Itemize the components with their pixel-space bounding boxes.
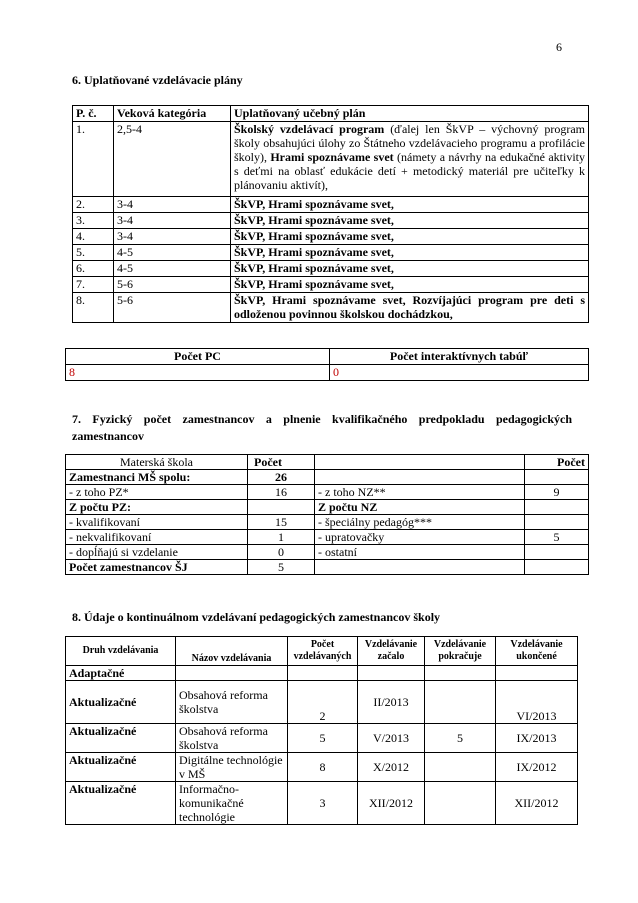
table-row — [66, 365, 589, 381]
employees-table — [65, 454, 589, 575]
empty-cell — [525, 500, 589, 515]
training-ended: IX/2013 — [496, 724, 578, 753]
from-pz-label: Z počtu PZ: — [66, 500, 248, 515]
plan-text-1: (ďalej len ŠkVP – výchovný program školy obsahujúci úlohy zo Štátneho vzdelávacieho programu a profilácie školy), — [234, 122, 586, 164]
cleaners-label: - upratovačky — [315, 530, 525, 545]
cleaners-value: 5 — [525, 530, 589, 545]
age-category: 3-4 — [114, 229, 231, 245]
plan-cell: ŠkVP, Hrami spoznávame svet, — [231, 229, 589, 245]
other-label: - ostatní — [315, 545, 525, 560]
table-row — [73, 261, 589, 277]
qualified-value: 15 — [248, 515, 315, 530]
training-started: II/2013 — [358, 681, 425, 724]
empty-cell — [248, 500, 315, 515]
header-cell: Druh vzdelávania — [66, 637, 176, 666]
qualified-label: - kvalifikovaní — [66, 515, 248, 530]
training-started: X/2012 — [358, 753, 425, 782]
plan-bold-1: Školský vzdelávací program — [234, 122, 385, 136]
special-value — [525, 515, 589, 530]
from-nz-label: Z počtu NZ — [315, 500, 525, 515]
sj-label: Počet zamestnancov ŠJ — [66, 560, 248, 575]
row-number: 6. — [73, 261, 114, 277]
table-row — [73, 277, 589, 293]
header-cell: Vzdelávanie ukončené — [496, 637, 578, 666]
row-number: 1. — [73, 122, 114, 197]
row-number: 5. — [73, 245, 114, 261]
training-ended: IX/2012 — [496, 753, 578, 782]
training-continues — [425, 782, 496, 825]
plan-cell: ŠkVP, Hrami spoznávame svet, — [231, 261, 589, 277]
training-name: Digitálne technológie v MŠ — [176, 753, 288, 782]
table-row — [73, 229, 589, 245]
plan-cell: ŠkVP, Hrami spoznávame svet, — [231, 277, 589, 293]
row-number: 7. — [73, 277, 114, 293]
section-6-heading: 6. Uplatňované vzdelávacie plány — [72, 73, 243, 87]
plan-text-2: (námety a návrhy na edukačné aktivity s deťmi na oblasť edukácie detí + metodický materiál pre učiteľky k plánovaniu aktivít), — [234, 150, 585, 192]
training-type: Aktualizačné — [66, 753, 176, 782]
table-row — [73, 293, 589, 323]
row-number: 3. — [73, 213, 114, 229]
nz-label: - z toho NZ** — [315, 485, 525, 500]
table-header-row — [66, 637, 578, 666]
trainee-count: 3 — [288, 782, 358, 825]
table-row — [66, 724, 578, 753]
special-label: - špeciálny pedagóg*** — [315, 515, 525, 530]
empty-cell — [315, 470, 525, 485]
plan-cell: ŠkVP, Hrami spoznávame svet, Rozvíjajúci program pre deti s odloženou povinnou školskou dochádzkou, — [231, 293, 589, 323]
table-header-row — [66, 349, 589, 365]
training-type: Aktualizačné — [66, 681, 176, 724]
pz-value: 16 — [248, 485, 315, 500]
header-cell: Počet — [248, 455, 315, 470]
training-continues — [425, 681, 496, 724]
section-8-heading: 8. Údaje o kontinuálnom vzdelávaní pedagogických zamestnancov školy — [72, 610, 441, 624]
age-category: 3-4 — [114, 197, 231, 213]
row-number: 2. — [73, 197, 114, 213]
table-row — [66, 560, 589, 575]
training-type: Adaptačné — [66, 666, 176, 681]
header-cell: Počet interaktívnych tabúľ — [330, 349, 589, 365]
table-row — [66, 753, 578, 782]
training-name: Informačno-komunikačné technológie — [176, 782, 288, 825]
plan-cell: ŠkVP, Hrami spoznávame svet, — [231, 197, 589, 213]
table-row — [73, 122, 589, 197]
training-ended: XII/2012 — [496, 782, 578, 825]
page-number: 6 — [556, 40, 562, 54]
trainee-count: 8 — [288, 753, 358, 782]
age-category: 3-4 — [114, 213, 231, 229]
total-label: Zamestnanci MŠ spolu: — [66, 470, 248, 485]
section-7-heading: 7. Fyzický počet zamestnancov a plnenie kvalifikačného predpokladu pedagogických zamestnancov — [72, 412, 572, 443]
table-row — [73, 245, 589, 261]
training-started: V/2013 — [358, 724, 425, 753]
header-cell: P. č. — [73, 106, 114, 122]
table-row — [66, 666, 578, 681]
age-category: 4-5 — [114, 245, 231, 261]
pc-table — [65, 348, 589, 381]
table-row — [66, 545, 589, 560]
empty-cell — [525, 470, 589, 485]
training-continues: 5 — [425, 724, 496, 753]
trainee-count: 5 — [288, 724, 358, 753]
unqualified-value: 1 — [248, 530, 315, 545]
header-cell: Uplatňovaný učebný plán — [231, 106, 589, 122]
row-number: 4. — [73, 229, 114, 245]
completing-label: - dopĺňajú si vzdelanie — [66, 545, 248, 560]
unqualified-label: - nekvalifikovaní — [66, 530, 248, 545]
plan-cell: ŠkVP, Hrami spoznávame svet, — [231, 213, 589, 229]
header-cell: Veková kategória — [114, 106, 231, 122]
table-row — [73, 197, 589, 213]
table-row — [66, 782, 578, 825]
age-category: 5-6 — [114, 293, 231, 323]
other-value — [525, 545, 589, 560]
empty-cell — [288, 666, 358, 681]
table-row — [66, 500, 589, 515]
age-category: 5-6 — [114, 277, 231, 293]
interactive-boards-count: 0 — [330, 365, 589, 381]
empty-cell — [176, 666, 288, 681]
table-row — [66, 470, 589, 485]
training-started: XII/2012 — [358, 782, 425, 825]
pc-count: 8 — [66, 365, 330, 381]
empty-cell — [358, 666, 425, 681]
plan-bold-2: Hrami spoznávame svet — [270, 150, 394, 164]
age-category: 2,5-4 — [114, 122, 231, 197]
training-name: Obsahová reforma školstva — [176, 724, 288, 753]
training-type: Aktualizačné — [66, 782, 176, 825]
table-row — [66, 530, 589, 545]
sj-value: 5 — [248, 560, 315, 575]
table-row — [73, 213, 589, 229]
table-header-row — [66, 455, 589, 470]
training-name: Obsahová reforma školstva — [176, 681, 288, 724]
training-continues — [425, 753, 496, 782]
empty-cell — [525, 560, 589, 575]
table-row — [66, 515, 589, 530]
plan-cell — [231, 122, 589, 197]
training-table — [65, 636, 578, 825]
nz-value: 9 — [525, 485, 589, 500]
header-cell: Materská škola — [66, 455, 248, 470]
training-ended: VI/2013 — [496, 681, 578, 724]
education-plans-table — [72, 105, 589, 323]
training-type: Aktualizačné — [66, 724, 176, 753]
header-cell: Počet — [525, 455, 589, 470]
age-category: 4-5 — [114, 261, 231, 277]
header-cell: Počet vzdelávaných — [288, 637, 358, 666]
header-cell: Názov vzdelávania — [176, 637, 288, 666]
header-cell: Vzdelávanie začalo — [358, 637, 425, 666]
trainee-count: 2 — [288, 681, 358, 724]
table-header-row — [73, 106, 589, 122]
total-value: 26 — [248, 470, 315, 485]
header-cell — [315, 455, 525, 470]
empty-cell — [315, 560, 525, 575]
header-cell: Počet PC — [66, 349, 330, 365]
table-row — [66, 485, 589, 500]
plan-cell: ŠkVP, Hrami spoznávame svet, — [231, 245, 589, 261]
row-number: 8. — [73, 293, 114, 323]
empty-cell — [496, 666, 578, 681]
header-cell: Vzdelávanie pokračuje — [425, 637, 496, 666]
empty-cell — [425, 666, 496, 681]
completing-value: 0 — [248, 545, 315, 560]
pz-label: - z toho PZ* — [66, 485, 248, 500]
table-row — [66, 681, 578, 724]
